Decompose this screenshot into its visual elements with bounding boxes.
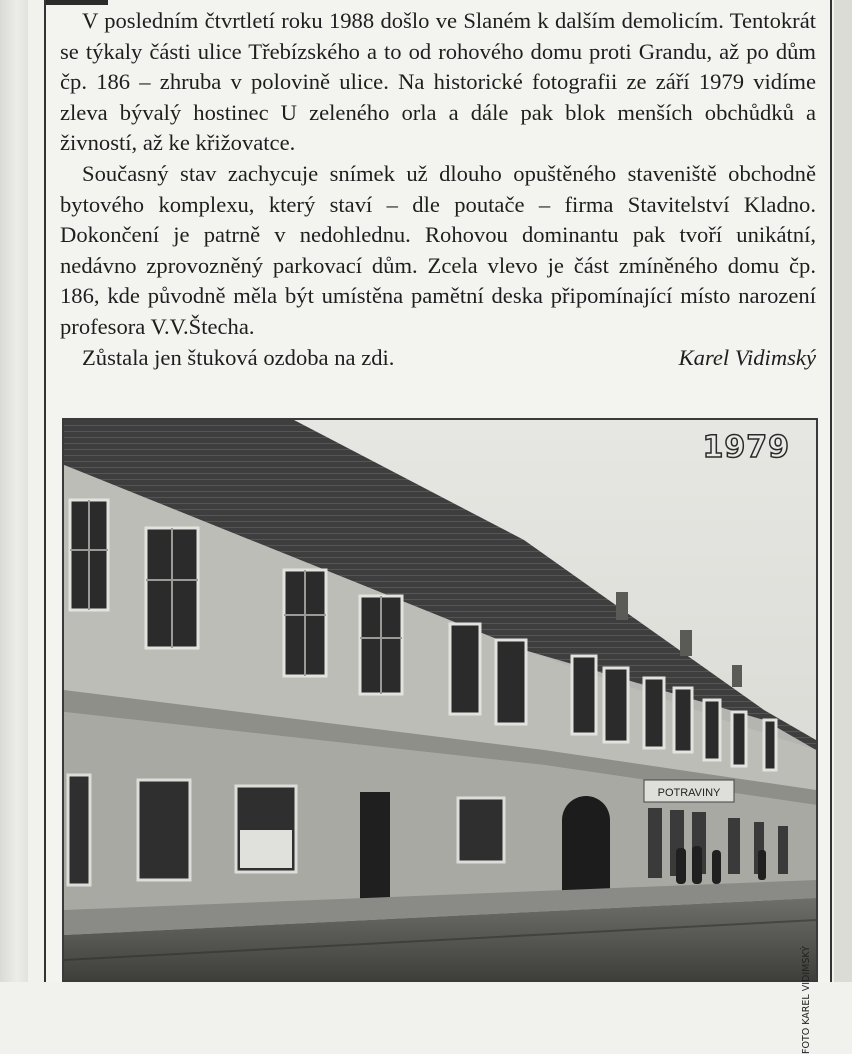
signature-line (60, 343, 816, 374)
top-rule (46, 0, 108, 5)
photo-year-label: 1979 (702, 430, 790, 465)
author-name: Karel Vidimský (678, 344, 816, 370)
article-column (44, 0, 832, 1054)
adjacent-page-edge (0, 0, 28, 982)
closing-sentence: Zůstala jen štuková ozdoba na zdi. (82, 344, 395, 370)
paragraph-1: V posledním čtvrtletí roku 1988 došlo ve Slaném k dalším demolicím. Tentokrát se týkaly části ulice Třebízského a to od rohového domu proti Grandu, až po dům čp. 186 – zhruba v polovině ulice. Na historické fotografii ze září 1979 vidíme zleva bývalý hostinec U zeleného orla a dále pak blok menších obchůdků a živností, až ke křižovatce. (60, 8, 816, 156)
historic-photo (62, 418, 818, 1054)
street-photo-illustration (64, 420, 816, 980)
article-text (60, 6, 816, 373)
adjacent-page-edge-right (834, 0, 852, 982)
paragraph-2: Současný stav zachycuje snímek už dlouho opuštěného staveniště obchodně bytového komplexu, který staví – dle poutače – firma Stavitelství Kladno. Dokončení je patrně v nedohlednu. Rohovou dominantu pak tvoří unikátní, nedávno zprovozněný parkovací dům. Zcela vlevo je část zmíněného domu čp. 186, kde původně měla být umístěna pamětní deska připomínající místo narození profesora V.V.Štecha. (60, 160, 816, 339)
shop-sign-text: POTRAVINY (657, 787, 721, 799)
photo-credit: FOTO KAREL VIDIMSKÝ (801, 945, 812, 1054)
